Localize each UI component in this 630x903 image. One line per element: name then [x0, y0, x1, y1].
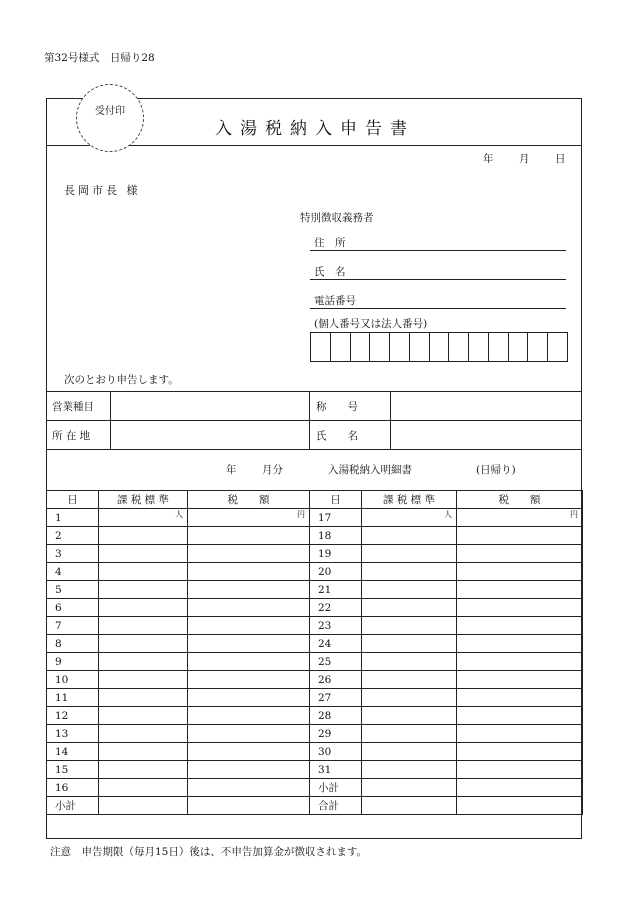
tax-amount-cell-left[interactable] — [188, 599, 310, 617]
day-cell-right: 25 — [310, 653, 362, 671]
tax-base-cell-right[interactable] — [362, 581, 457, 599]
header-tax-base-left: 課 税 標 準 — [99, 491, 188, 509]
number-digit-box[interactable] — [311, 333, 331, 361]
table-row — [47, 599, 583, 617]
day-cell-left: 13 — [47, 725, 99, 743]
day-cell-right: 17 — [310, 509, 362, 527]
day-cell-right: 24 — [310, 635, 362, 653]
business-type-label: 営業種目 — [52, 401, 94, 413]
number-digit-box[interactable] — [528, 333, 548, 361]
date-day-label: 日 — [555, 153, 566, 165]
tax-base-cell-right[interactable] — [362, 509, 457, 527]
divider-v1 — [110, 391, 111, 449]
tax-amount-cell-left[interactable] — [188, 617, 310, 635]
day-cell-right: 21 — [310, 581, 362, 599]
tax-base-cell-left[interactable] — [99, 725, 188, 743]
table-row — [47, 779, 583, 797]
day-cell-right: 27 — [310, 689, 362, 707]
note-text: 注意 申告期限（毎月15日）後は、不申告加算金が徴収されます。 — [50, 846, 368, 858]
declaration-text: 次のとおり申告します。 — [64, 374, 179, 386]
tax-amount-cell-right[interactable] — [457, 509, 583, 527]
header-tax-amount-right: 税 額 — [457, 491, 583, 509]
table-header-row — [47, 491, 583, 509]
phone-label: 電話番号 — [314, 295, 356, 307]
tax-amount-cell-left[interactable] — [188, 689, 310, 707]
tax-amount-cell-left[interactable] — [188, 743, 310, 761]
unit-mark: 人 — [175, 510, 183, 519]
tax-amount-cell-left[interactable] — [188, 797, 310, 815]
day-cell-right: 合計 — [310, 797, 362, 815]
tax-base-cell-left[interactable] — [99, 599, 188, 617]
form-number-label: 第32号様式 日帰り28 — [44, 52, 155, 64]
number-digit-box[interactable] — [331, 333, 351, 361]
tax-base-cell-left[interactable] — [99, 563, 188, 581]
day-cell-left: 4 — [47, 563, 99, 581]
date-year-label: 年 — [483, 153, 494, 165]
table-row — [47, 689, 583, 707]
tax-amount-cell-left[interactable] — [188, 653, 310, 671]
tax-amount-cell-left[interactable] — [188, 527, 310, 545]
day-cell-left: 3 — [47, 545, 99, 563]
stamp-label: 受付印 — [95, 106, 125, 117]
table-row — [47, 725, 583, 743]
table-row — [47, 545, 583, 563]
day-cell-left: 14 — [47, 743, 99, 761]
unit-mark: 円 — [570, 510, 578, 519]
number-digit-box[interactable] — [509, 333, 529, 361]
table-row — [47, 653, 583, 671]
table-row — [47, 797, 583, 815]
tax-base-cell-right[interactable] — [362, 617, 457, 635]
tax-amount-cell-left[interactable] — [188, 671, 310, 689]
tax-amount-cell-right[interactable] — [457, 761, 583, 779]
number-digit-box[interactable] — [390, 333, 410, 361]
name-field[interactable] — [310, 263, 566, 280]
phone-field[interactable] — [310, 292, 566, 309]
table-row — [47, 617, 583, 635]
date-month-label: 月 — [519, 153, 530, 165]
divider-v2 — [309, 391, 310, 449]
day-cell-right: 22 — [310, 599, 362, 617]
tax-base-cell-right[interactable] — [362, 653, 457, 671]
day-cell-left: 10 — [47, 671, 99, 689]
day-cell-right: 18 — [310, 527, 362, 545]
tax-base-cell-left[interactable] — [99, 545, 188, 563]
tax-base-cell-right[interactable] — [362, 599, 457, 617]
day-cell-left: 11 — [47, 689, 99, 707]
tax-amount-cell-right[interactable] — [457, 617, 583, 635]
tax-base-cell-right[interactable] — [362, 563, 457, 581]
day-cell-right: 19 — [310, 545, 362, 563]
individual-number-boxes[interactable] — [310, 332, 568, 362]
tax-base-cell-right[interactable] — [362, 797, 457, 815]
header-day-right: 日 — [310, 491, 362, 509]
tax-base-cell-left[interactable] — [99, 671, 188, 689]
tax-base-cell-left[interactable] — [99, 509, 188, 527]
tax-base-cell-right[interactable] — [362, 635, 457, 653]
table-row — [47, 509, 583, 527]
tax-amount-cell-right[interactable] — [457, 599, 583, 617]
business-name-label: 氏 名 — [316, 430, 358, 442]
tax-amount-cell-left[interactable] — [188, 779, 310, 797]
tax-amount-cell-right[interactable] — [457, 779, 583, 797]
table-row — [47, 707, 583, 725]
table-row — [47, 635, 583, 653]
tax-base-cell-right[interactable] — [362, 725, 457, 743]
tax-amount-cell-right[interactable] — [457, 581, 583, 599]
tax-base-cell-left[interactable] — [99, 743, 188, 761]
business-title-label: 称 号 — [316, 401, 358, 413]
day-cell-left: 5 — [47, 581, 99, 599]
number-digit-box[interactable] — [370, 333, 390, 361]
tax-amount-cell-right[interactable] — [457, 563, 583, 581]
day-cell-left: 2 — [47, 527, 99, 545]
day-cell-right: 20 — [310, 563, 362, 581]
number-digit-box[interactable] — [469, 333, 489, 361]
tax-base-cell-left[interactable] — [99, 797, 188, 815]
day-cell-left: 7 — [47, 617, 99, 635]
detail-year-label: 年 — [226, 464, 237, 476]
divider-v3 — [390, 391, 391, 449]
tax-amount-cell-left[interactable] — [188, 635, 310, 653]
tax-base-cell-right[interactable] — [362, 779, 457, 797]
day-cell-left: 8 — [47, 635, 99, 653]
day-cell-right: 31 — [310, 761, 362, 779]
tax-base-cell-right[interactable] — [362, 545, 457, 563]
day-cell-left: 1 — [47, 509, 99, 527]
day-cell-right: 29 — [310, 725, 362, 743]
tax-base-cell-left[interactable] — [99, 653, 188, 671]
tax-base-cell-left[interactable] — [99, 779, 188, 797]
tax-amount-cell-right[interactable] — [457, 671, 583, 689]
address-label: 住 所 — [314, 237, 346, 249]
tax-base-cell-left[interactable] — [99, 635, 188, 653]
tax-amount-cell-left[interactable] — [188, 545, 310, 563]
day-cell-left: 15 — [47, 761, 99, 779]
tax-base-cell-left[interactable] — [99, 689, 188, 707]
tax-base-cell-left[interactable] — [99, 707, 188, 725]
number-digit-box[interactable] — [430, 333, 450, 361]
day-cell-right: 28 — [310, 707, 362, 725]
day-cell-left: 16 — [47, 779, 99, 797]
daily-detail-table — [46, 490, 583, 815]
page-title: 入湯税納入申告書 — [215, 119, 415, 139]
day-cell-left: 小計 — [47, 797, 99, 815]
number-digit-box[interactable] — [351, 333, 371, 361]
header-day-left: 日 — [47, 491, 99, 509]
table-row — [47, 563, 583, 581]
day-cell-right: 26 — [310, 671, 362, 689]
tax-amount-cell-left[interactable] — [188, 581, 310, 599]
tax-base-cell-right[interactable] — [362, 671, 457, 689]
header-tax-amount-left: 税 額 — [188, 491, 310, 509]
divider-business-mid — [47, 420, 581, 421]
tax-amount-cell-right[interactable] — [457, 689, 583, 707]
tax-amount-cell-right[interactable] — [457, 527, 583, 545]
addressee: 長岡市長 様 — [64, 184, 141, 197]
tax-base-cell-left[interactable] — [99, 761, 188, 779]
name-label: 氏 名 — [314, 266, 346, 278]
header-tax-base-right: 課 税 標 準 — [362, 491, 457, 509]
day-cell-right: 23 — [310, 617, 362, 635]
table-row — [47, 671, 583, 689]
day-cell-left: 9 — [47, 653, 99, 671]
detail-month-label: 月分 — [262, 464, 283, 476]
divider-business-top — [47, 391, 581, 392]
number-digit-box[interactable] — [410, 333, 430, 361]
tax-amount-cell-right[interactable] — [457, 545, 583, 563]
tax-amount-cell-left[interactable] — [188, 761, 310, 779]
table-row — [47, 743, 583, 761]
address-field[interactable] — [310, 234, 566, 251]
number-digit-box[interactable] — [489, 333, 509, 361]
tax-base-cell-right[interactable] — [362, 743, 457, 761]
day-cell-left: 12 — [47, 707, 99, 725]
number-digit-box[interactable] — [449, 333, 469, 361]
unit-mark: 人 — [444, 510, 452, 519]
table-row — [47, 581, 583, 599]
tax-amount-cell-left[interactable] — [188, 725, 310, 743]
tax-amount-cell-right[interactable] — [457, 743, 583, 761]
detail-suffix: (日帰り) — [476, 464, 516, 476]
detail-heading: 入湯税納入明細書 — [328, 464, 412, 476]
tax-amount-cell-right[interactable] — [457, 635, 583, 653]
tax-amount-cell-right[interactable] — [457, 797, 583, 815]
unit-mark: 円 — [297, 510, 305, 519]
table-row — [47, 527, 583, 545]
location-label: 所 在 地 — [52, 430, 91, 442]
tax-base-cell-right[interactable] — [362, 527, 457, 545]
divider-business-bottom — [47, 449, 581, 450]
tax-amount-cell-left[interactable] — [188, 707, 310, 725]
tax-amount-cell-left[interactable] — [188, 563, 310, 581]
tax-base-cell-right[interactable] — [362, 707, 457, 725]
tax-base-cell-left[interactable] — [99, 617, 188, 635]
tax-base-cell-right[interactable] — [362, 761, 457, 779]
day-cell-right: 小計 — [310, 779, 362, 797]
table-row — [47, 761, 583, 779]
obligor-label: 特別徴収義務者 — [300, 212, 374, 224]
day-cell-left: 6 — [47, 599, 99, 617]
number-label: (個人番号又は法人番号) — [314, 318, 428, 330]
day-cell-right: 30 — [310, 743, 362, 761]
tax-amount-cell-right[interactable] — [457, 725, 583, 743]
tax-amount-cell-left[interactable] — [188, 509, 310, 527]
tax-amount-cell-right[interactable] — [457, 707, 583, 725]
tax-base-cell-left[interactable] — [99, 581, 188, 599]
number-digit-box[interactable] — [548, 333, 567, 361]
tax-base-cell-left[interactable] — [99, 527, 188, 545]
tax-base-cell-right[interactable] — [362, 689, 457, 707]
tax-amount-cell-right[interactable] — [457, 653, 583, 671]
